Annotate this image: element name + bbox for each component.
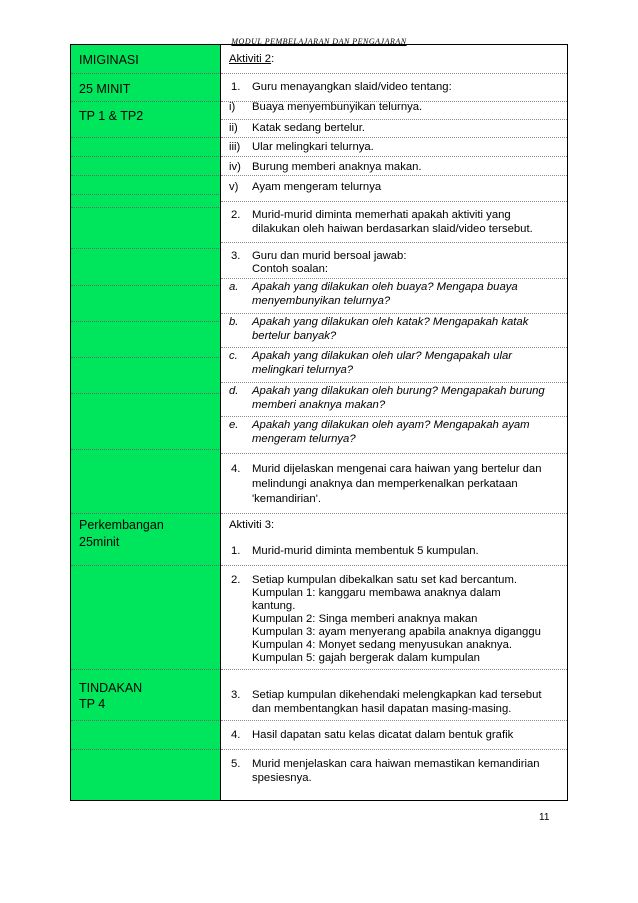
a2-roman-3-text: Ular melingkari telurnya. xyxy=(252,141,374,153)
row-divider xyxy=(71,720,219,721)
question-a-line2: menyembunyikan telurnya? xyxy=(252,295,391,307)
row-divider xyxy=(71,156,219,157)
a2-roman-5-number: v) xyxy=(229,181,239,193)
a3-item3-line1: Setiap kumpulan dikehendaki melengkapkan kad tersebut xyxy=(252,689,542,701)
question-b-line1: Apakah yang dilakukan oleh katak? Mengapakah katak xyxy=(252,316,529,328)
row-divider xyxy=(71,194,219,195)
row-divider xyxy=(221,201,567,202)
page-number: 11 xyxy=(539,812,550,823)
a2-roman-4-number: iv) xyxy=(229,161,241,173)
kumpulan-5: Kumpulan 5: gajah bergerak dalam kumpulan xyxy=(252,652,480,664)
a2-item2-number: 2. xyxy=(231,209,241,221)
row-divider xyxy=(71,669,219,670)
row-divider xyxy=(221,73,567,74)
running-header: MODUL PEMBELAJARAN DAN PENGAJARAN xyxy=(231,37,407,46)
a2-item3-line2: Contoh soalan: xyxy=(252,263,328,275)
row-divider xyxy=(71,285,219,286)
a3-item4-text: Hasil dapatan satu kelas dicatat dalam bentuk grafik xyxy=(252,729,514,741)
row-divider xyxy=(71,565,219,566)
a2-item3-number: 3. xyxy=(231,250,241,262)
row-divider xyxy=(221,242,567,243)
question-b-letter: b. xyxy=(229,316,239,328)
kumpulan-3: Kumpulan 3: ayam menyerang apabila anaknya diganggu xyxy=(252,626,541,638)
row-divider xyxy=(221,416,567,417)
row-divider xyxy=(71,101,219,102)
row-divider xyxy=(71,137,219,138)
row-divider xyxy=(221,382,567,383)
kumpulan-1-line1: Kumpulan 1: kanggaru membawa anaknya dalam xyxy=(252,587,501,599)
label-imiginasi: IMIGINASI xyxy=(79,53,139,67)
a2-roman-2-text: Katak sedang bertelur. xyxy=(252,122,366,134)
label-minit-2: 25minit xyxy=(79,535,120,549)
a3-item5-number: 5. xyxy=(231,758,241,770)
question-d-line1: Apakah yang dilakukan oleh burung? Mengapakah burung xyxy=(252,385,545,397)
question-c-letter: c. xyxy=(229,350,238,362)
a2-item4-line1: Murid dijelaskan mengenai cara haiwan yang bertelur dan xyxy=(252,463,542,475)
row-divider xyxy=(71,207,219,208)
label-tp4: TP 4 xyxy=(79,697,106,711)
row-divider xyxy=(71,449,219,450)
a2-item4-line3: 'kemandirian'. xyxy=(252,493,321,505)
a3-item1-text: Murid-murid diminta membentuk 5 kumpulan. xyxy=(252,545,479,557)
aktiviti-2-colon: : xyxy=(271,53,275,65)
row-divider xyxy=(71,357,219,358)
a3-item5-line2: spesiesnya. xyxy=(252,772,312,784)
question-e-letter: e. xyxy=(229,419,239,431)
question-d-line2: memberi anaknya makan? xyxy=(252,399,386,411)
label-minit: 25 MINIT xyxy=(79,82,131,96)
row-divider xyxy=(221,669,567,670)
question-b-line2: bertelur banyak? xyxy=(252,330,337,342)
row-divider xyxy=(71,248,219,249)
a2-item1-text: Guru menayangkan slaid/video tentang: xyxy=(252,81,452,93)
a2-roman-1-text: Buaya menyembunyikan telurnya. xyxy=(252,101,423,113)
question-e-line2: mengeram telurnya? xyxy=(252,433,356,445)
a3-item2-line1: Setiap kumpulan dibekalkan satu set kad bercantum. xyxy=(252,574,518,586)
row-divider xyxy=(71,749,219,750)
row-divider xyxy=(71,393,219,394)
row-divider xyxy=(221,347,567,348)
row-divider xyxy=(71,175,219,176)
a2-item3-line1: Guru dan murid bersoal jawab: xyxy=(252,250,407,262)
question-d-letter: d. xyxy=(229,385,239,397)
a3-item5-line1: Murid menjelaskan cara haiwan memastikan kemandirian xyxy=(252,758,540,770)
a3-item3-line2: dan membentangkan hasil dapatan masing-masing. xyxy=(252,703,512,715)
a2-item2-line1: Murid-murid diminta memerhati apakah aktiviti yang xyxy=(252,209,511,221)
row-divider xyxy=(71,321,219,322)
row-divider xyxy=(221,749,567,750)
left-column xyxy=(71,45,221,800)
a2-item2-line2: dilakukan oleh haiwan berdasarkan slaid/video tersebut. xyxy=(252,223,533,235)
row-divider xyxy=(221,278,567,279)
right-column xyxy=(221,45,567,800)
row-divider xyxy=(221,175,567,176)
row-divider xyxy=(221,137,567,138)
kumpulan-2: Kumpulan 2: Singa memberi anaknya makan xyxy=(252,613,478,625)
row-divider xyxy=(221,513,567,514)
a2-roman-3-number: iii) xyxy=(229,141,241,153)
aktiviti-3-title: Aktiviti 3: xyxy=(229,519,275,531)
aktiviti-2-heading xyxy=(229,53,274,67)
a2-roman-5-text: Ayam mengeram telurnya xyxy=(252,181,382,193)
row-divider xyxy=(221,453,567,454)
a2-roman-2-number: ii) xyxy=(229,122,238,134)
question-a-line1: Apakah yang dilakukan oleh buaya? Mengapa buaya xyxy=(252,281,518,293)
question-c-line2: melingkari telurnya? xyxy=(252,364,354,376)
row-divider xyxy=(71,513,219,514)
question-e-line1: Apakah yang dilakukan oleh ayam? Mengapakah ayam xyxy=(252,419,530,431)
label-perkembangan: Perkembangan xyxy=(79,518,164,532)
a2-roman-1-number: i) xyxy=(229,101,236,113)
kumpulan-1-line2: kantung. xyxy=(252,600,296,612)
a2-item4-line2: melindungi anaknya dan memperkenalkan perkataan xyxy=(252,478,518,490)
label-tp12: TP 1 & TP2 xyxy=(79,109,144,123)
a2-item4-number: 4. xyxy=(231,463,241,475)
question-a-letter: a. xyxy=(229,281,239,293)
kumpulan-4: Kumpulan 4: Monyet sedang menyusukan anaknya. xyxy=(252,639,512,651)
lesson-table xyxy=(70,44,568,801)
label-tindakan: TINDAKAN xyxy=(79,681,143,695)
question-c-line1: Apakah yang dilakukan oleh ular? Mengapakah ular xyxy=(252,350,513,362)
row-divider xyxy=(221,720,567,721)
row-divider xyxy=(221,119,567,120)
a3-item2-number: 2. xyxy=(231,574,241,586)
a2-item1-number: 1. xyxy=(231,81,241,93)
row-divider xyxy=(221,565,567,566)
a3-item3-number: 3. xyxy=(231,689,241,701)
row-divider xyxy=(221,313,567,314)
row-divider xyxy=(221,156,567,157)
a2-roman-4-text: Burung memberi anaknya makan. xyxy=(252,161,422,173)
row-divider xyxy=(71,73,219,74)
a3-item1-number: 1. xyxy=(231,545,241,557)
aktiviti-2-title: Aktiviti 2 xyxy=(229,53,272,65)
a3-item4-number: 4. xyxy=(231,729,241,741)
